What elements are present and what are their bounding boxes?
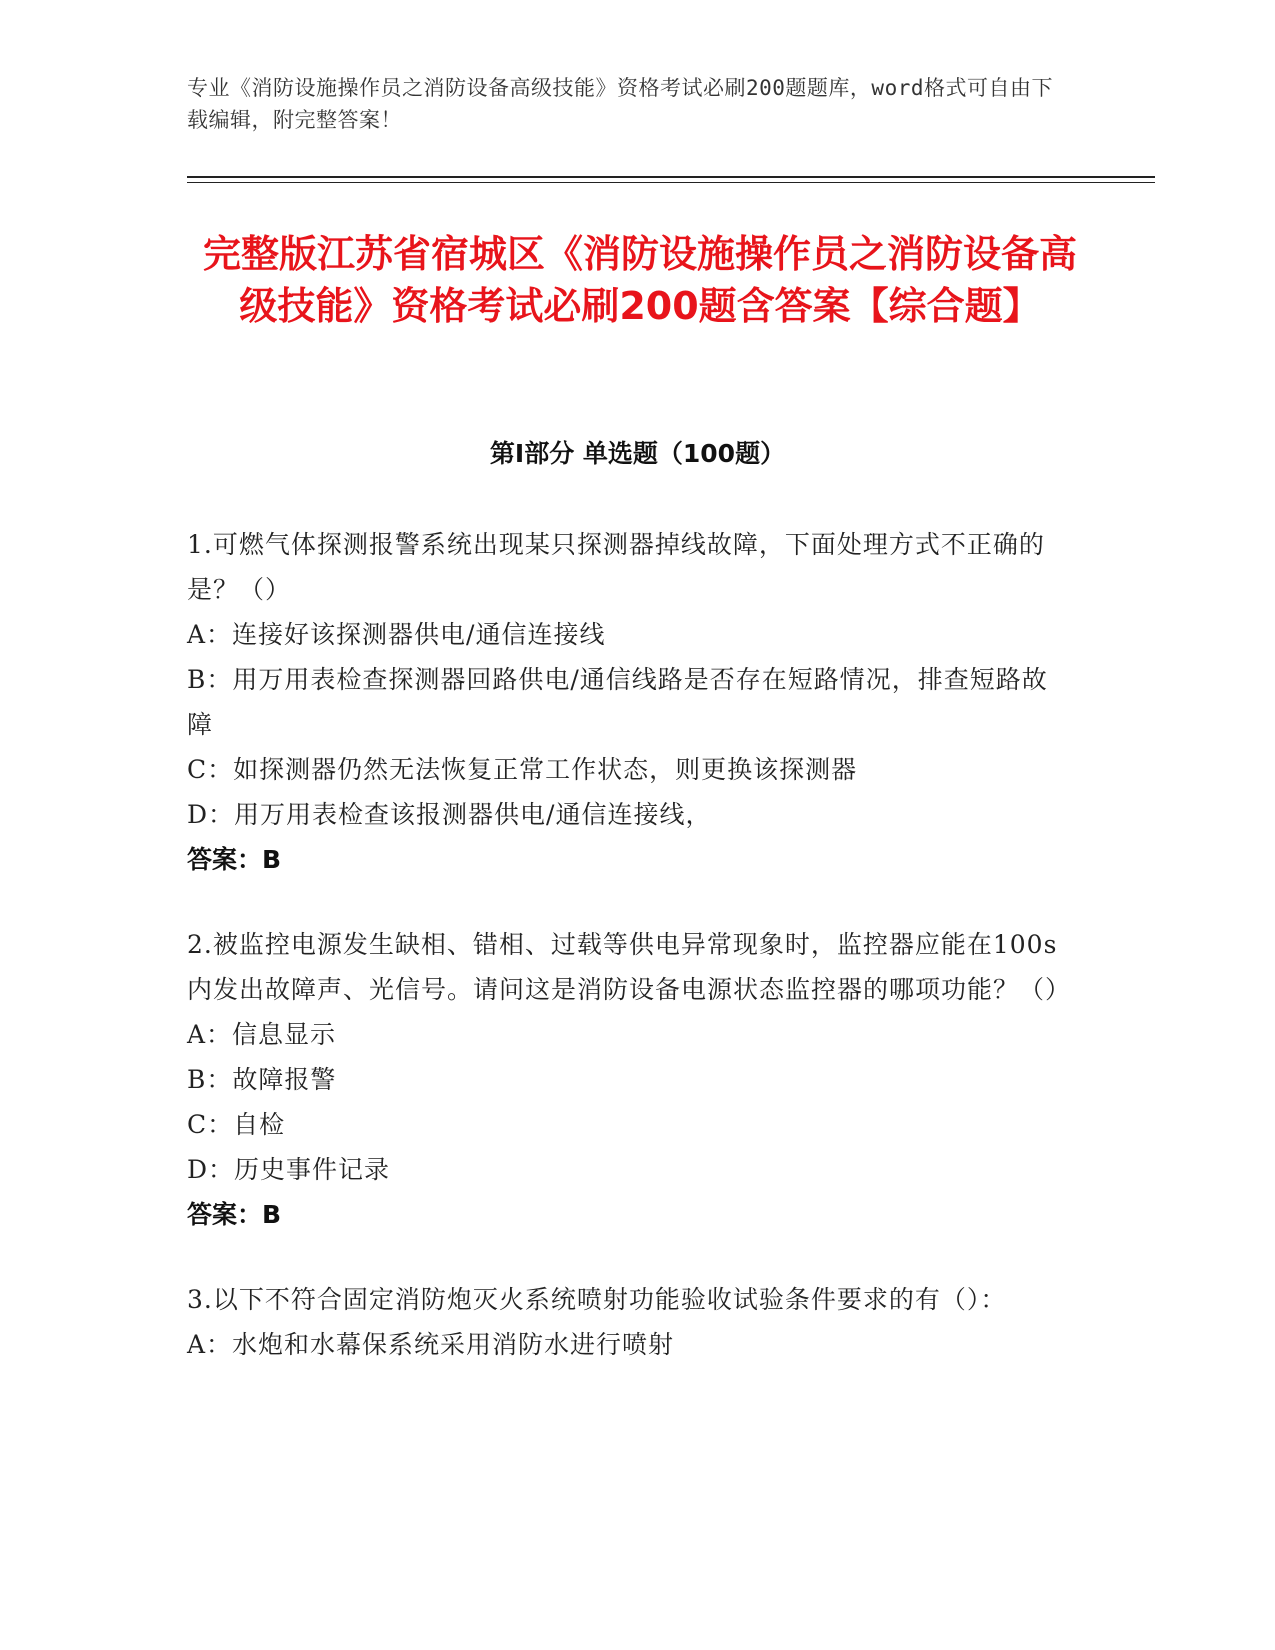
option-b: B：故障报警: [187, 1065, 337, 1094]
answer-line: 答案：B: [187, 845, 282, 874]
header-divider-thick: [187, 176, 1155, 178]
option-b: B：用万用表检查探测器回路供电/通信线路是否存在短路情况，排查短路故障: [187, 665, 1048, 739]
answer-line: 答案：B: [187, 1200, 282, 1229]
option-a: A：信息显示: [187, 1020, 337, 1049]
question-2: [187, 922, 1072, 1237]
option-c: C：自检: [187, 1110, 286, 1139]
question-stem: 1.可燃气体探测报警系统出现某只探测器掉线故障，下面处理方式不正确的是？（）: [187, 530, 1045, 604]
header-note: 专业《消防设施操作员之消防设备高级技能》资格考试必刷200题题库，word格式可自由下载编辑，附完整答案！: [187, 76, 1053, 132]
question-list: [187, 522, 1072, 1407]
option-d: D：用万用表检查该报测器供电/通信连接线，: [187, 800, 712, 829]
option-a: A：连接好该探测器供电/通信连接线: [187, 620, 606, 649]
question-3: [187, 1277, 1067, 1367]
option-c: C：如探测器仍然无法恢复正常工作状态，则更换该探测器: [187, 755, 858, 784]
option-a: A：水炮和水幕保系统采用消防水进行喷射: [187, 1330, 675, 1359]
question-stem: 3.以下不符合固定消防炮灭火系统喷射功能验收试验条件要求的有（）：: [187, 1285, 1007, 1314]
header-divider-thin: [187, 182, 1155, 183]
option-d: D：历史事件记录: [187, 1155, 391, 1184]
question-1: [187, 522, 1067, 882]
document-title: 完整版江苏省宿城区《消防设施操作员之消防设备高级技能》资格考试必刷200题含答案【综合题】: [202, 232, 1077, 328]
section-heading: 第Ⅰ部分 单选题（100题）: [489, 439, 786, 468]
question-stem: 2.被监控电源发生缺相、错相、过载等供电异常现象时，监控器应能在100s内发出故障声、光信号。请问这是消防设备电源状态监控器的哪项功能？（）: [187, 930, 1072, 1004]
